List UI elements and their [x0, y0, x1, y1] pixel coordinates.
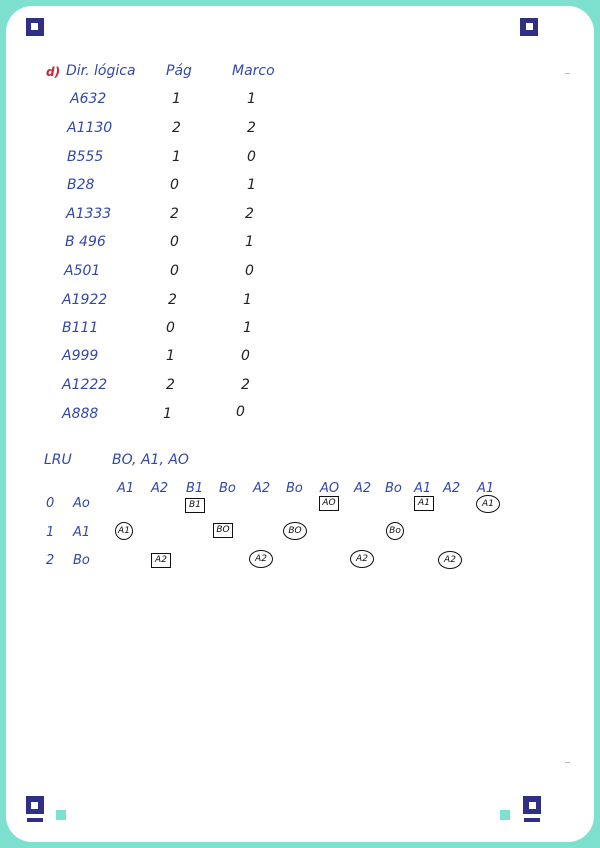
sequence-item: A1 [477, 481, 495, 496]
table-cell-marco: 1 [243, 292, 252, 308]
table-cell-marco: 2 [241, 377, 250, 393]
corner-bar-bottom-right [524, 818, 540, 822]
table-cell-marco: 0 [241, 348, 250, 364]
frame-initial-page: A1 [73, 525, 91, 540]
table-cell-pag: 2 [166, 377, 175, 393]
corner-marker-top-right [520, 18, 538, 36]
table-cell-dir: A999 [62, 348, 99, 364]
exercise-label: d) [46, 65, 61, 79]
sequence-item: Bo [219, 481, 236, 496]
table-cell-marco: 0 [245, 263, 254, 279]
corner-marker-top-left [26, 18, 44, 36]
corner-marker-bottom-right [523, 796, 541, 814]
table-cell-dir: B555 [67, 149, 104, 165]
header-pag: Pág [166, 63, 192, 79]
table-cell-dir: B 496 [65, 234, 106, 250]
sequence-item: AO [320, 481, 340, 496]
table-cell-marco: 0 [236, 404, 245, 420]
table-cell-marco: 2 [245, 206, 254, 222]
corner-bar-bottom-left [27, 818, 43, 822]
table-cell-pag: 0 [170, 177, 179, 193]
frame-index: 1 [46, 525, 55, 540]
frame-index: 0 [46, 496, 55, 511]
frame-1-hit-mark: A1 [115, 522, 133, 540]
sequence-item: A2 [354, 481, 372, 496]
table-cell-pag: 2 [172, 120, 181, 136]
frame-2-hit-mark: A2 [438, 551, 462, 569]
corner-square-bottom-right [500, 810, 510, 820]
table-cell-marco: 1 [245, 234, 254, 250]
table-cell-pag: 1 [172, 149, 181, 165]
sequence-item: A2 [253, 481, 271, 496]
table-cell-pag: 2 [168, 292, 177, 308]
table-cell-pag: 0 [170, 234, 179, 250]
corner-marker-bottom-left [26, 796, 44, 814]
table-cell-pag: 2 [170, 206, 179, 222]
frame-1-hit-mark: Bo [386, 522, 404, 540]
table-cell-marco: 1 [243, 320, 252, 336]
table-cell-marco: 0 [247, 149, 256, 165]
frame-0-replacement-mark: A1 [414, 496, 434, 511]
corner-square-bottom-left [56, 810, 66, 820]
sequence-item: B1 [186, 481, 204, 496]
table-cell-marco: 2 [247, 120, 256, 136]
table-cell-dir: A501 [64, 263, 101, 279]
frame-initial-page: Bo [73, 553, 90, 568]
sequence-item: A1 [414, 481, 432, 496]
table-cell-pag: 1 [166, 348, 175, 364]
frame-1-replacement-mark: BO [213, 523, 233, 538]
sequence-item: Bo [385, 481, 402, 496]
table-cell-marco: 1 [247, 91, 256, 107]
table-cell-dir: A1130 [67, 120, 113, 136]
margin-tick [565, 73, 570, 74]
table-cell-pag: 1 [172, 91, 181, 107]
table-cell-pag: 0 [166, 320, 175, 336]
frame-initial-page: Ao [73, 496, 90, 511]
table-cell-marco: 1 [247, 177, 256, 193]
sequence-item: A2 [443, 481, 461, 496]
table-cell-dir: A632 [70, 91, 107, 107]
lru-initial-state: BO, A1, AO [112, 452, 189, 468]
header-marco: Marco [232, 63, 275, 79]
frame-0-replacement-mark: AO [319, 496, 339, 511]
header-dir-logica: Dir. lógica [66, 63, 136, 79]
margin-tick [565, 762, 570, 763]
frame-1-hit-mark: BO [283, 522, 307, 540]
frame-2-hit-mark: A2 [350, 550, 374, 568]
sequence-item: A2 [151, 481, 169, 496]
table-cell-dir: B28 [67, 177, 95, 193]
sequence-item: A1 [117, 481, 135, 496]
table-cell-dir: A1922 [62, 292, 108, 308]
frame-index: 2 [46, 553, 55, 568]
table-cell-dir: A1333 [66, 206, 112, 222]
sequence-item: Bo [286, 481, 303, 496]
frame-0-replacement-mark: B1 [185, 498, 205, 513]
frame-2-hit-mark: A2 [249, 550, 273, 568]
frame-2-replacement-mark: A2 [151, 553, 171, 568]
table-cell-dir: A1222 [62, 377, 108, 393]
table-cell-dir: A888 [62, 406, 99, 422]
table-cell-pag: 0 [170, 263, 179, 279]
lru-label: LRU [44, 452, 72, 468]
frame-0-hit-mark: A1 [476, 495, 500, 513]
table-cell-pag: 1 [163, 406, 172, 422]
table-cell-dir: B111 [62, 320, 99, 336]
